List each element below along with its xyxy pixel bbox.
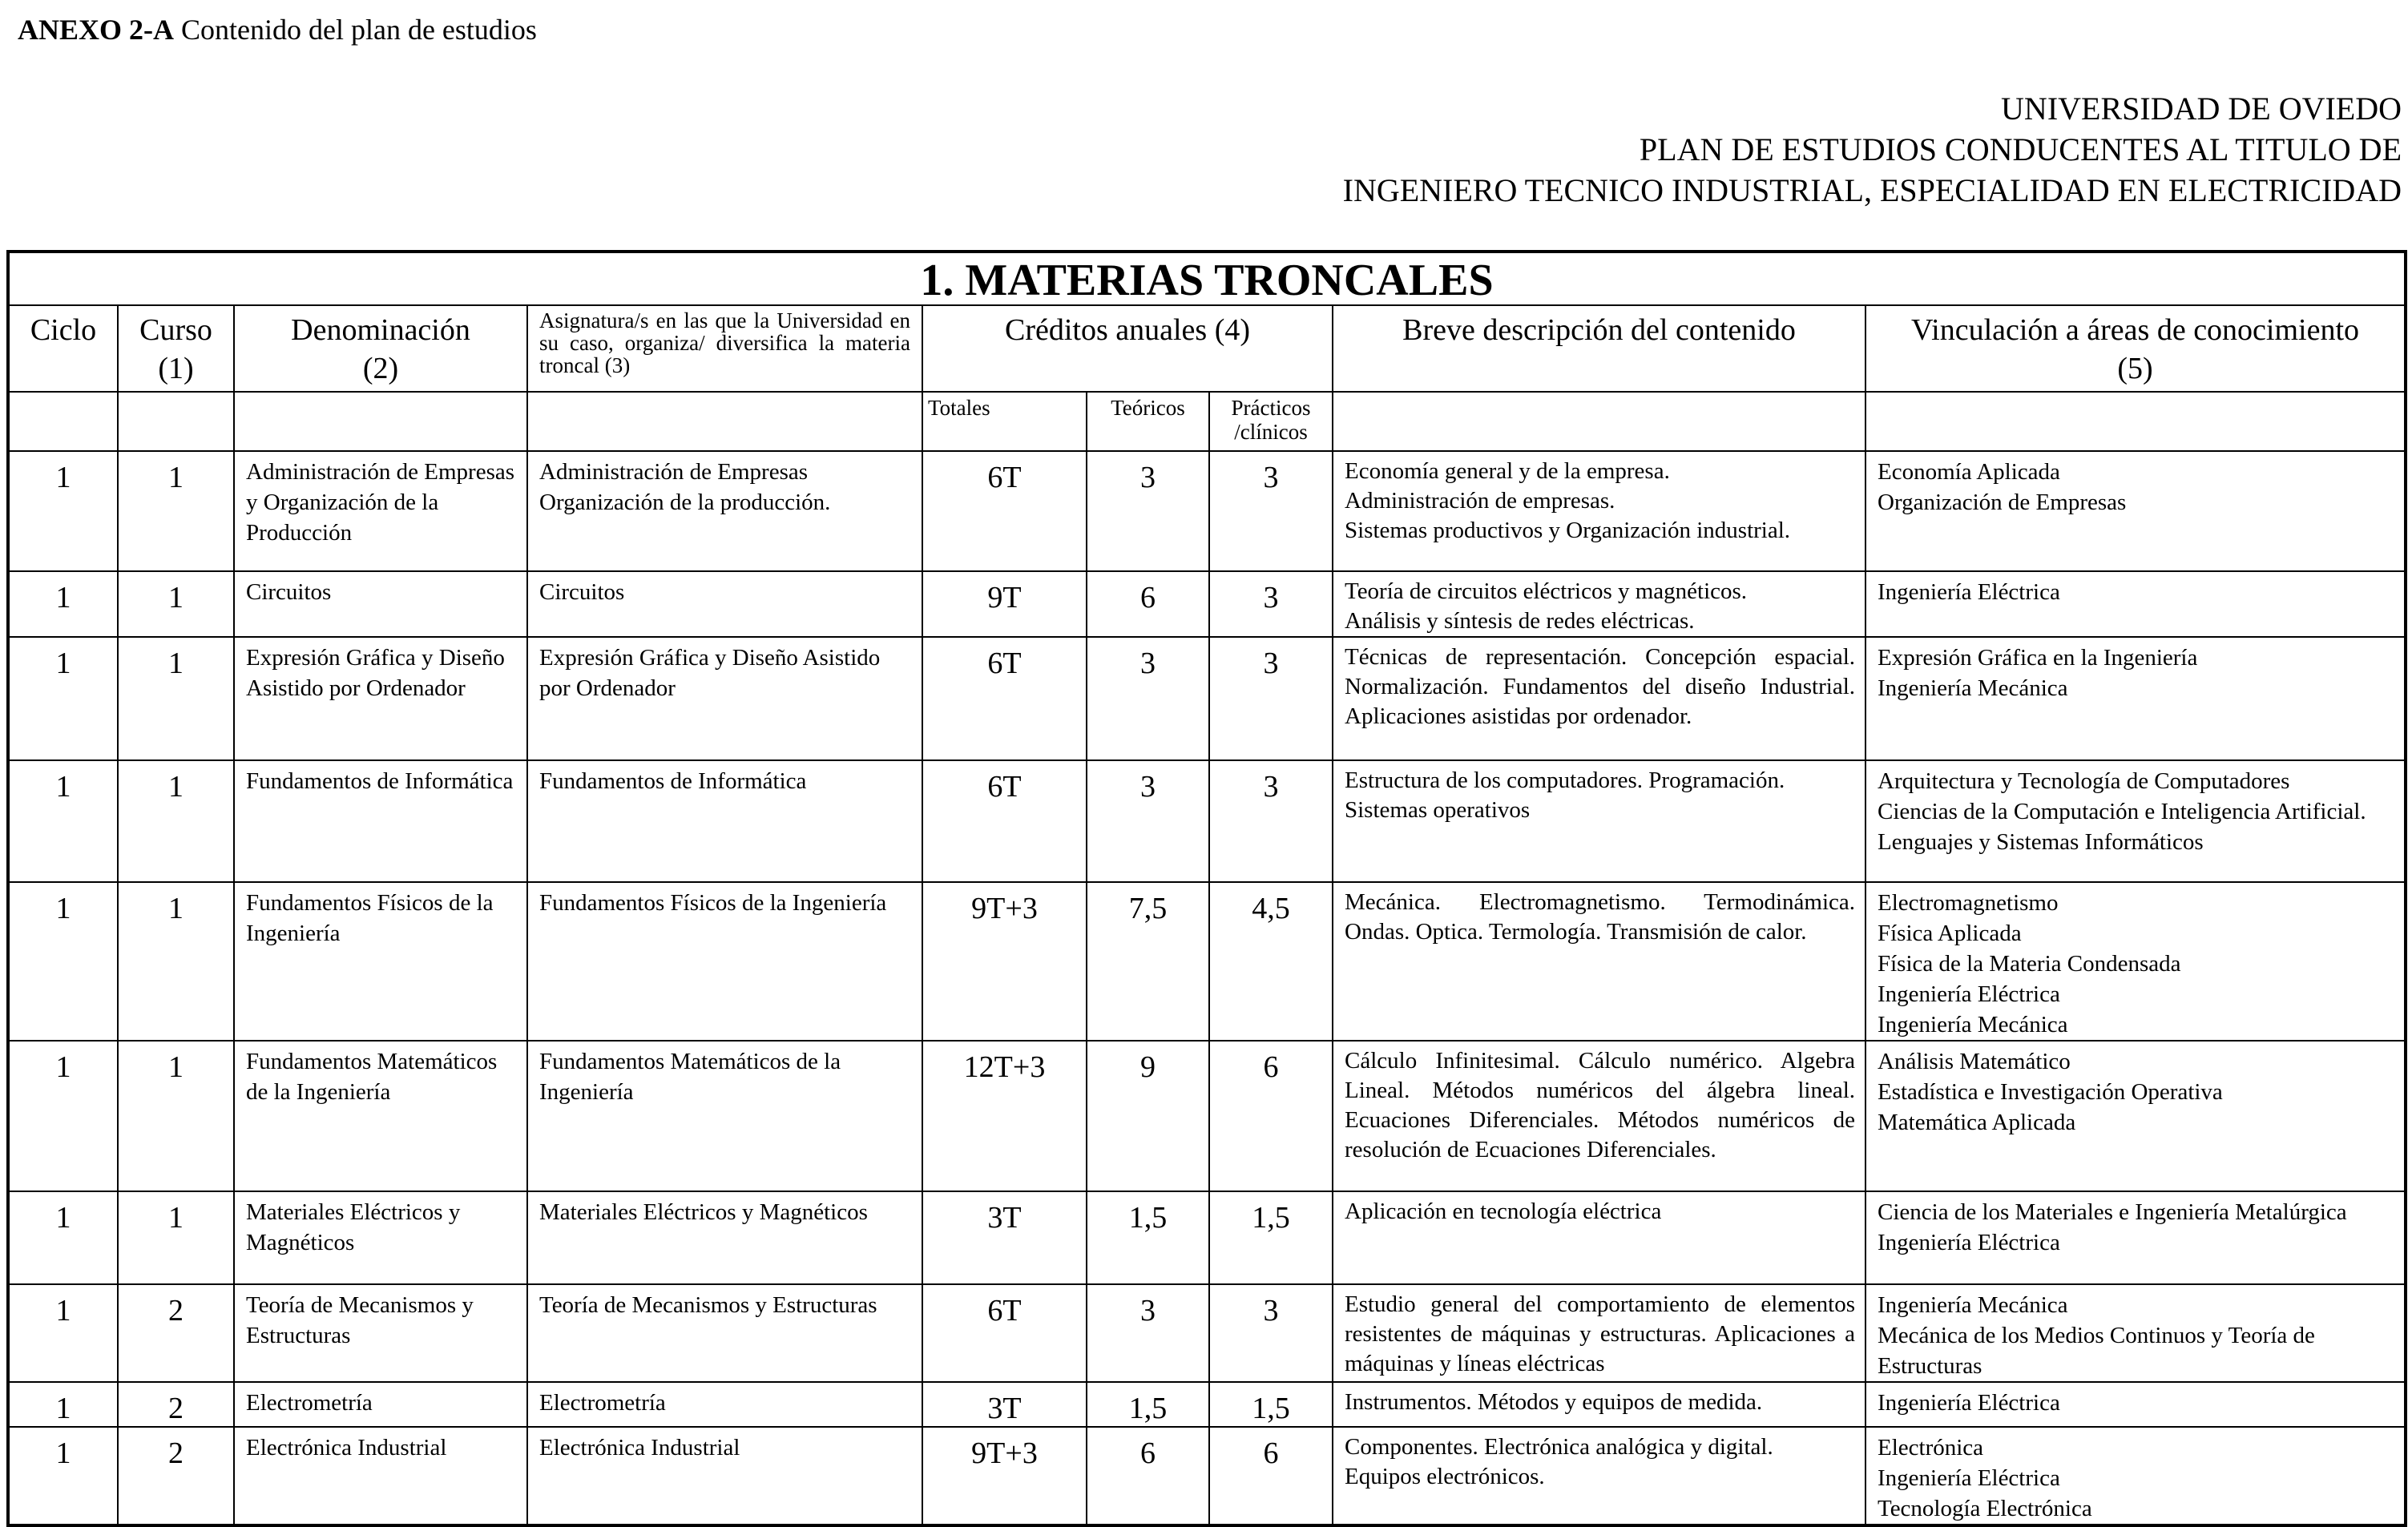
cell-asignatura: Fundamentos de Informática (527, 760, 922, 882)
cell-denominacion: Fundamentos Matemáticos de la Ingeniería (234, 1041, 527, 1191)
cell-ciclo: 1 (8, 882, 118, 1041)
cell-ciclo: 1 (8, 760, 118, 882)
cell-teoricos: 1,5 (1087, 1382, 1209, 1427)
cell-vinculacion-line: Economía Aplicada (1878, 459, 2060, 485)
cell-teoricos: 9 (1087, 1041, 1209, 1191)
annex-caption (18, 13, 537, 46)
curriculum-table (6, 250, 2407, 1527)
cell-practicos: 3 (1209, 637, 1333, 760)
cell-ciclo: 1 (8, 637, 118, 760)
cell-totales: 6T (922, 760, 1087, 882)
cell-vinculacion-line: Estadística e Investigación Operativa (1878, 1079, 2223, 1105)
cell-ciclo: 1 (8, 1284, 118, 1382)
cell-descripcion (1333, 1191, 1865, 1284)
cell-curso: 1 (118, 1041, 234, 1191)
cell-descripcion-line: Teoría de circuitos eléctricos y magnéticos. (1345, 578, 1748, 604)
table-row (8, 1041, 2406, 1191)
header-curso: Curso (1) (118, 305, 234, 392)
cell-vinculacion-line: Ciencia de los Materiales e Ingeniería Metalúrgica (1878, 1199, 2347, 1225)
cell-vinculacion-line: Física Aplicada (1878, 921, 2022, 946)
header-university: UNIVERSIDAD DE OVIEDO (2001, 91, 2402, 127)
cell-vinculacion-line: Ingeniería Mecánica (1878, 1012, 2068, 1037)
cell-descripcion-line: Sistemas operativos (1345, 797, 1531, 823)
subheader-practicos: Prácticos /clínicos (1209, 392, 1333, 451)
table-row (8, 882, 2406, 1041)
cell-descripcion-line: Componentes. Electrónica analógica y digital. (1345, 1434, 1773, 1460)
cell-vinculacion-line: Ingeniería Eléctrica (1878, 981, 2060, 1007)
header-plan: PLAN DE ESTUDIOS CONDUCENTES AL TITULO DE (1639, 131, 2402, 167)
cell-descripcion-line: Estudio general del comportamiento de elementos resistentes de máquinas y estructuras. Aplicaciones a máquinas y líneas eléctricas (1345, 1291, 1855, 1376)
annex-text: Contenido del plan de estudios (174, 14, 537, 46)
cell-vinculacion (1865, 1382, 2406, 1427)
cell-practicos: 3 (1209, 760, 1333, 882)
cell-vinculacion-line: Arquitectura y Tecnología de Computadores (1878, 768, 2290, 794)
cell-totales: 9T+3 (922, 1427, 1087, 1525)
cell-curso: 2 (118, 1382, 234, 1427)
header-creditos: Créditos anuales (4) (922, 305, 1333, 392)
annex-label: ANEXO 2-A (18, 14, 174, 46)
table-row (8, 571, 2406, 637)
cell-descripcion (1333, 451, 1865, 571)
cell-descripcion (1333, 1382, 1865, 1427)
cell-descripcion-line: Análisis y síntesis de redes eléctricas. (1345, 608, 1695, 634)
cell-vinculacion-line: Mecánica de los Medios Continuos y Teoría de Estructuras (1878, 1323, 2315, 1379)
cell-totales: 12T+3 (922, 1041, 1087, 1191)
cell-vinculacion-line: Matemática Aplicada (1878, 1110, 2076, 1135)
subheader-empty (118, 392, 234, 451)
cell-teoricos: 3 (1087, 451, 1209, 571)
header-degree: INGENIERO TECNICO INDUSTRIAL, ESPECIALIDAD EN ELECTRICIDAD (1342, 172, 2402, 208)
cell-asignatura: Circuitos (527, 571, 922, 637)
cell-vinculacion (1865, 451, 2406, 571)
table-row (8, 1191, 2406, 1284)
cell-descripcion (1333, 637, 1865, 760)
cell-vinculacion-line: Electromagnetismo (1878, 890, 2059, 916)
cell-denominacion: Fundamentos de Informática (234, 760, 527, 882)
cell-vinculacion (1865, 637, 2406, 760)
cell-practicos: 1,5 (1209, 1382, 1333, 1427)
cell-vinculacion (1865, 760, 2406, 882)
cell-practicos: 3 (1209, 571, 1333, 637)
cell-asignatura: Fundamentos Matemáticos de la Ingeniería (527, 1041, 922, 1191)
cell-vinculacion (1865, 1427, 2406, 1525)
cell-descripcion-line: Mecánica. Electromagnetismo. Termodinámica. Ondas. Optica. Termología. Transmisión de calor. (1345, 889, 1855, 945)
cell-descripcion-line: Economía general y de la empresa. (1345, 458, 1670, 484)
table-row (8, 1427, 2406, 1525)
table-row (8, 1382, 2406, 1427)
cell-descripcion (1333, 1284, 1865, 1382)
cell-practicos: 3 (1209, 1284, 1333, 1382)
cell-asignatura: Electrónica Industrial (527, 1427, 922, 1525)
cell-vinculacion-line: Tecnología Electrónica (1878, 1496, 2092, 1521)
cell-ciclo: 1 (8, 571, 118, 637)
header-ciclo: Ciclo (8, 305, 118, 392)
cell-curso: 1 (118, 451, 234, 571)
cell-teoricos: 3 (1087, 760, 1209, 882)
cell-teoricos: 6 (1087, 1427, 1209, 1525)
cell-practicos: 1,5 (1209, 1191, 1333, 1284)
cell-vinculacion (1865, 571, 2406, 637)
cell-vinculacion (1865, 1284, 2406, 1382)
cell-ciclo: 1 (8, 1382, 118, 1427)
table-row (8, 637, 2406, 760)
cell-asignatura: Materiales Eléctricos y Magnéticos (527, 1191, 922, 1284)
document-header (1343, 88, 2402, 211)
cell-vinculacion-line: Ingeniería Eléctrica (1878, 1390, 2060, 1416)
cell-vinculacion-line: Física de la Materia Condensada (1878, 951, 2181, 977)
cell-denominacion: Electrometría (234, 1382, 527, 1427)
cell-descripcion-line: Cálculo Infinitesimal. Cálculo numérico. Algebra Lineal. Métodos numéricos del álgebra lineal. Ecuaciones Diferenciales. Métodos numéricos de resolución de Ecuaciones Diferenciales. (1345, 1048, 1855, 1162)
cell-asignatura: Fundamentos Físicos de la Ingeniería (527, 882, 922, 1041)
cell-ciclo: 1 (8, 451, 118, 571)
cell-denominacion: Teoría de Mecanismos y Estructuras (234, 1284, 527, 1382)
cell-vinculacion-line: Organización de Empresas (1878, 490, 2127, 515)
cell-teoricos: 3 (1087, 1284, 1209, 1382)
cell-vinculacion (1865, 1191, 2406, 1284)
cell-curso: 2 (118, 1427, 234, 1525)
cell-vinculacion-line: Expresión Gráfica en la Ingeniería (1878, 645, 2198, 671)
cell-asignatura: Electrometría (527, 1382, 922, 1427)
cell-denominacion: Electrónica Industrial (234, 1427, 527, 1525)
cell-asignatura: Expresión Gráfica y Diseño Asistido por Ordenador (527, 637, 922, 760)
table-title: 1. MATERIAS TRONCALES (8, 252, 2406, 305)
subheader-totales: Totales (922, 392, 1087, 451)
cell-descripcion (1333, 1427, 1865, 1525)
cell-vinculacion-line: Electrónica (1878, 1435, 1984, 1461)
cell-totales: 3T (922, 1191, 1087, 1284)
cell-descripcion (1333, 571, 1865, 637)
cell-curso: 1 (118, 882, 234, 1041)
cell-practicos: 6 (1209, 1041, 1333, 1191)
header-vinculacion: Vinculación a áreas de conocimiento (5) (1865, 305, 2406, 392)
cell-vinculacion-line: Ciencias de la Computación e Inteligencia Artificial. (1878, 799, 2366, 824)
header-asignatura: Asignatura/s en las que la Universidad en su caso, organiza/ diversifica la materia troncal (3) (527, 305, 922, 392)
cell-descripcion-line: Instrumentos. Métodos y equipos de medida. (1345, 1389, 1763, 1415)
cell-practicos: 3 (1209, 451, 1333, 571)
cell-descripcion-line: Equipos electrónicos. (1345, 1464, 1545, 1489)
cell-curso: 1 (118, 571, 234, 637)
subheader-empty (8, 392, 118, 451)
cell-descripcion-line: Estructura de los computadores. Programación. (1345, 768, 1785, 793)
subheader-empty (527, 392, 922, 451)
table-row (8, 760, 2406, 882)
subheader-empty (1333, 392, 1865, 451)
cell-curso: 2 (118, 1284, 234, 1382)
cell-vinculacion-line: Ingeniería Eléctrica (1878, 1230, 2060, 1255)
cell-vinculacion-line: Lenguajes y Sistemas Informáticos (1878, 829, 2204, 855)
cell-curso: 1 (118, 1191, 234, 1284)
cell-ciclo: 1 (8, 1427, 118, 1525)
cell-denominacion: Circuitos (234, 571, 527, 637)
cell-denominacion: Expresión Gráfica y Diseño Asistido por Ordenador (234, 637, 527, 760)
cell-teoricos: 3 (1087, 637, 1209, 760)
cell-vinculacion-line: Ingeniería Mecánica (1878, 675, 2068, 701)
cell-teoricos: 1,5 (1087, 1191, 1209, 1284)
cell-totales: 9T (922, 571, 1087, 637)
cell-totales: 9T+3 (922, 882, 1087, 1041)
cell-descripcion-line: Administración de empresas. (1345, 488, 1615, 514)
cell-teoricos: 6 (1087, 571, 1209, 637)
cell-descripcion-line: Aplicación en tecnología eléctrica (1345, 1199, 1662, 1224)
subheader-empty (234, 392, 527, 451)
cell-curso: 1 (118, 637, 234, 760)
cell-ciclo: 1 (8, 1041, 118, 1191)
cell-denominacion: Fundamentos Físicos de la Ingeniería (234, 882, 527, 1041)
header-denominacion: Denominación (2) (234, 305, 527, 392)
cell-totales: 3T (922, 1382, 1087, 1427)
subheader-teoricos: Teóricos (1087, 392, 1209, 451)
table-row (8, 1284, 2406, 1382)
cell-denominacion: Administración de Empresas y Organización de la Producción (234, 451, 527, 571)
cell-descripcion (1333, 882, 1865, 1041)
cell-vinculacion (1865, 882, 2406, 1041)
cell-practicos: 6 (1209, 1427, 1333, 1525)
cell-denominacion: Materiales Eléctricos y Magnéticos (234, 1191, 527, 1284)
cell-asignatura: Administración de Empresas Organización de la producción. (527, 451, 922, 571)
cell-totales: 6T (922, 1284, 1087, 1382)
table-row (8, 451, 2406, 571)
cell-ciclo: 1 (8, 1191, 118, 1284)
subheader-empty (1865, 392, 2406, 451)
cell-asignatura: Teoría de Mecanismos y Estructuras (527, 1284, 922, 1382)
cell-vinculacion-line: Ingeniería Mecánica (1878, 1292, 2068, 1318)
cell-curso: 1 (118, 760, 234, 882)
cell-vinculacion-line: Ingeniería Eléctrica (1878, 1465, 2060, 1491)
cell-totales: 6T (922, 451, 1087, 571)
header-descripcion: Breve descripción del contenido (1333, 305, 1865, 392)
cell-descripcion (1333, 1041, 1865, 1191)
cell-practicos: 4,5 (1209, 882, 1333, 1041)
cell-teoricos: 7,5 (1087, 882, 1209, 1041)
cell-descripcion-line: Técnicas de representación. Concepción espacial. Normalización. Fundamentos del diseño Industrial. Aplicaciones asistidas por ordenador. (1345, 644, 1855, 729)
cell-totales: 6T (922, 637, 1087, 760)
cell-descripcion-line: Sistemas productivos y Organización industrial. (1345, 518, 1791, 543)
cell-vinculacion-line: Ingeniería Eléctrica (1878, 579, 2060, 605)
cell-vinculacion-line: Análisis Matemático (1878, 1049, 2071, 1074)
cell-descripcion (1333, 760, 1865, 882)
cell-vinculacion (1865, 1041, 2406, 1191)
